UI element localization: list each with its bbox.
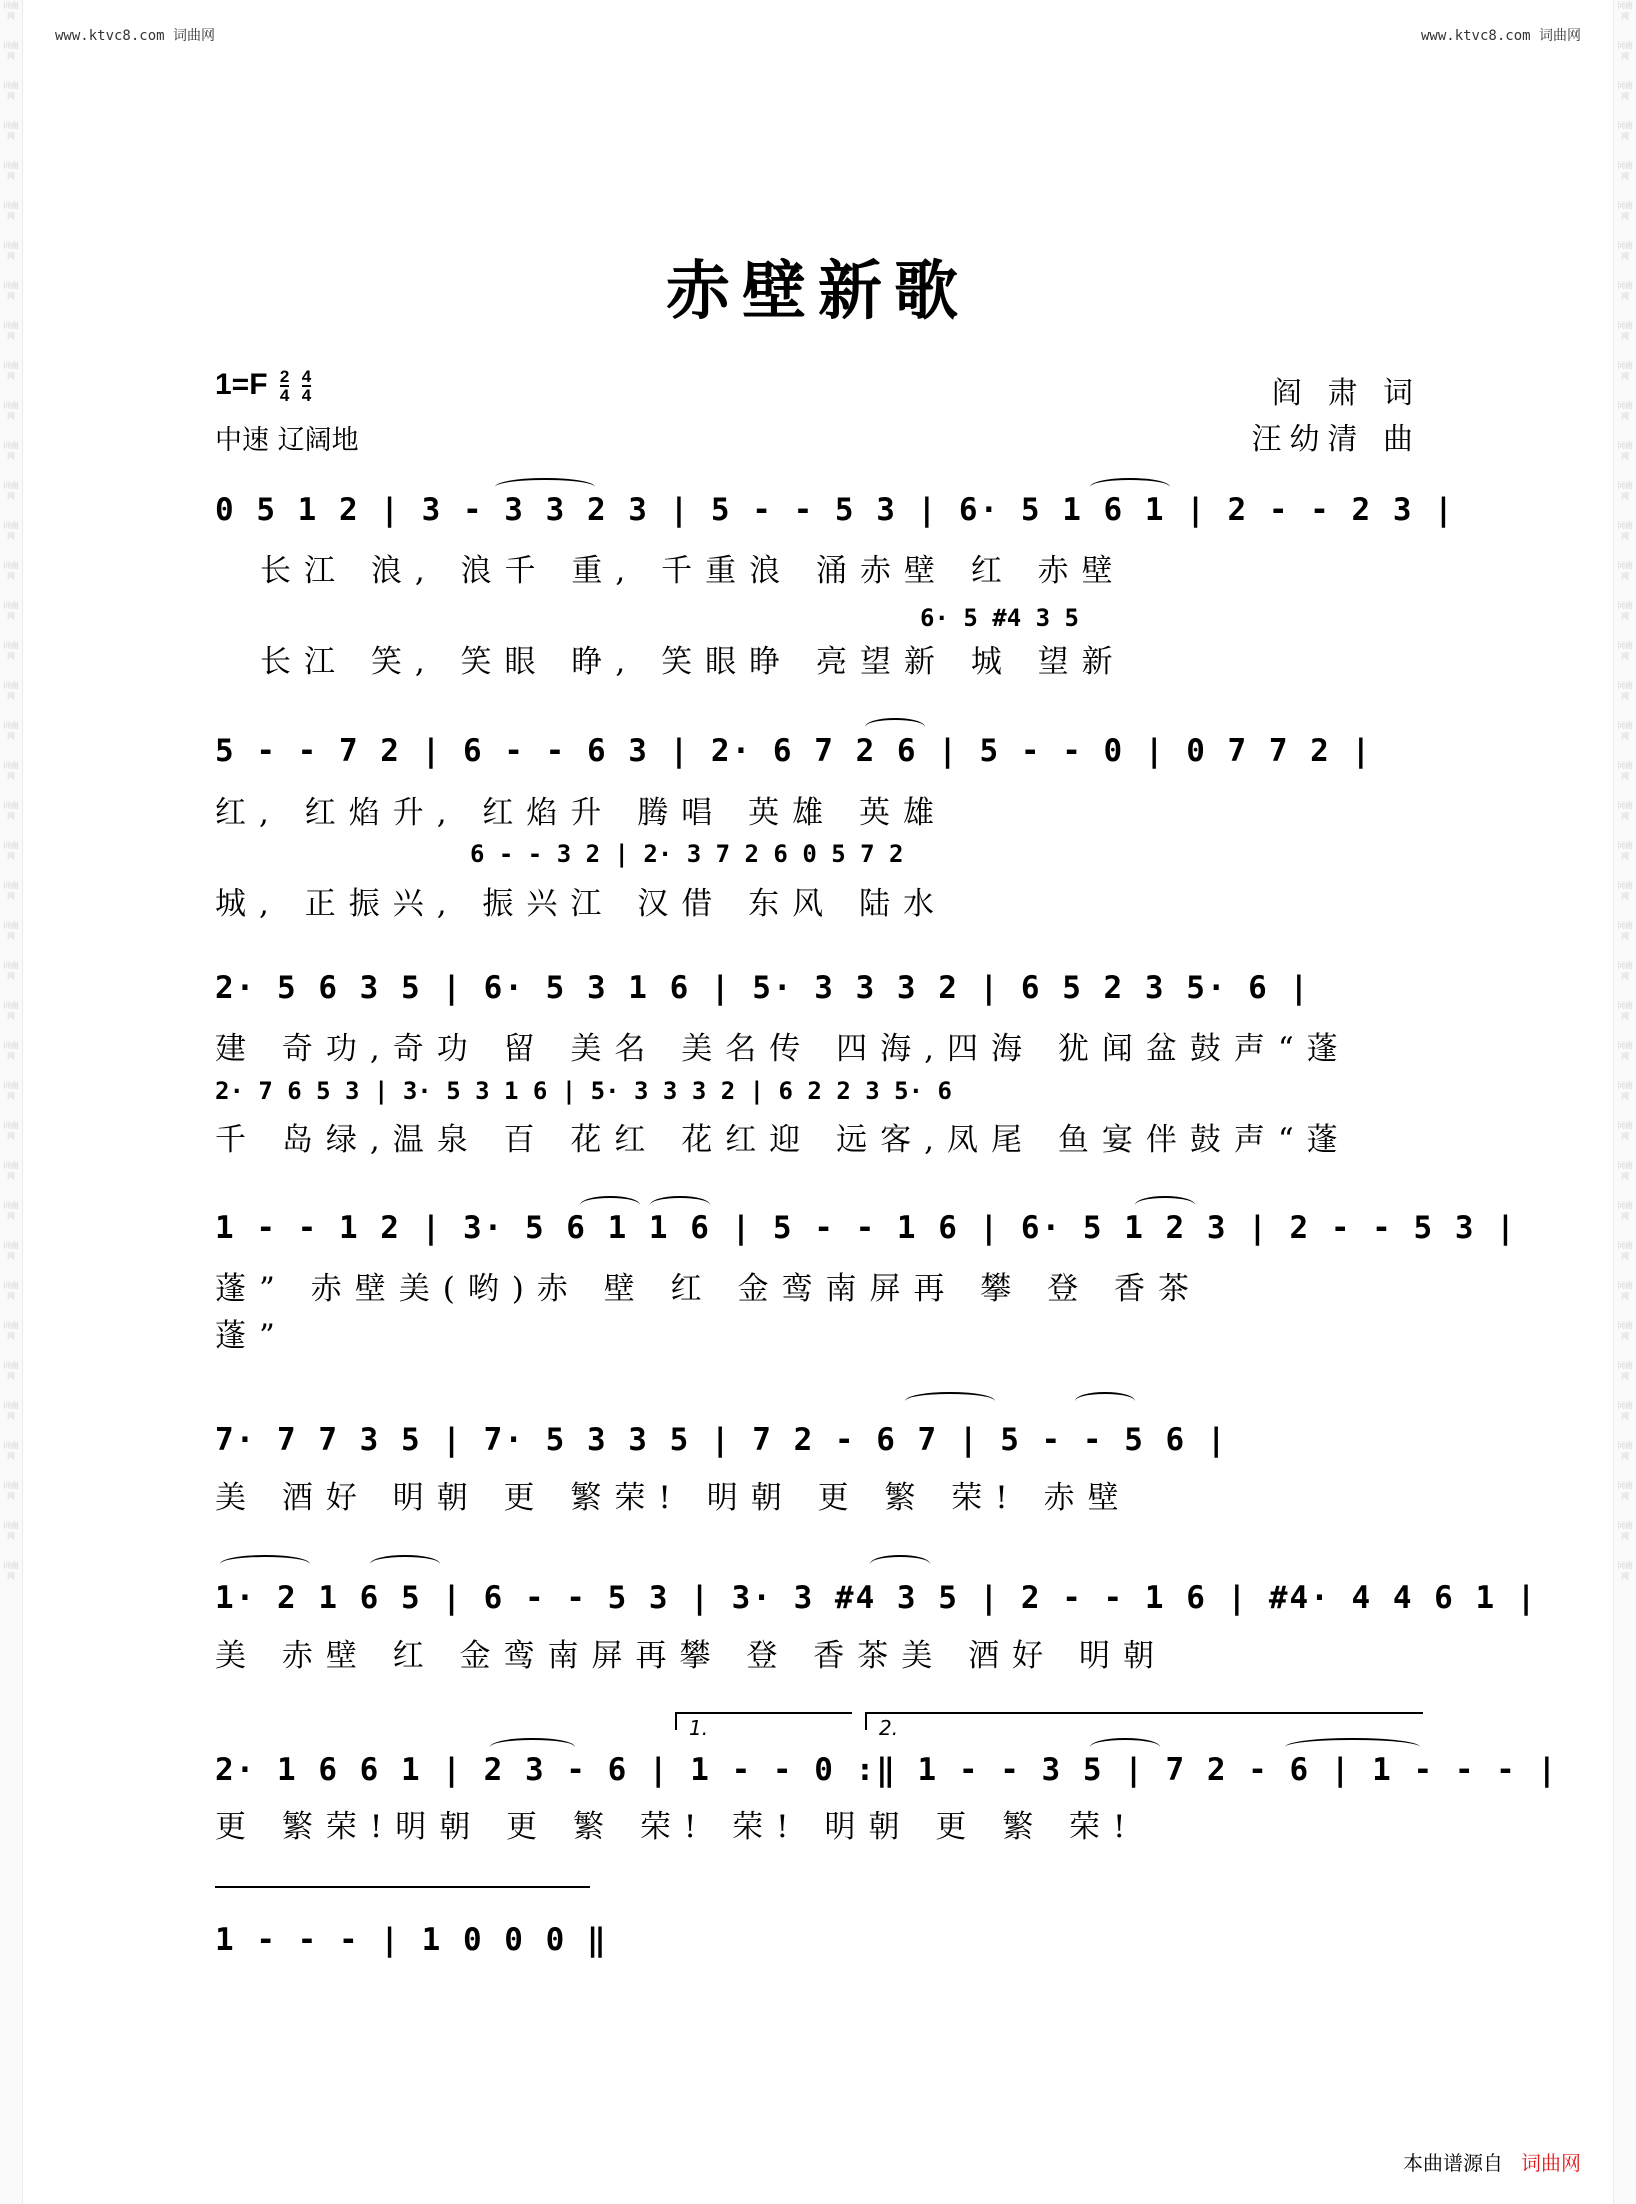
score-line-1-lyrics-v2: 长江 笑, 笑眼 睁, 笑眼睁 亮望新 城 望新 [260,644,1126,680]
score-line-5-notes: 7· 7 7 3 5 | 7· 5 3 3 5 | 7 2 - 6 7 | 5 - - 5 6 | [215,1422,1228,1458]
score-line-2-lyrics-v2: 城, 正振兴, 振兴江 汉借 东风 陆水 [215,886,947,922]
site-url-left[interactable]: www.ktvc8.com 词曲网 [55,28,216,44]
score-line-6-lyrics: 美 赤壁 红 金鸾南屏再攀 登 香茶美 酒好 明朝 [215,1638,1167,1674]
score-line-3-alt-notes: 2· 7 6 5 3 | 3· 5 3 1 6 | 5· 3 3 3 2 | 6 2 2 3 5· 6 [215,1077,952,1105]
score-line-3-notes: 2· 5 6 3 5 | 6· 5 3 1 6 | 5· 3 3 3 2 | 6 5 2 3 5· 6 | [215,970,1311,1006]
song-title: 赤壁新歌 [666,254,970,329]
score-line-2-lyrics-v1: 红, 红焰升, 红焰升 腾唱 英雄 英雄 [215,795,947,831]
score-line-1-notes: 0 5 1 2 | 3 - 3 3 2 3 | 5 - - 5 3 | 6· 5 1 6 1 | 2 - - 2 3 | [215,492,1455,528]
score-line-7-lyrics: 更 繁荣!明朝 更 繁 荣! 荣! 明朝 更 繁 荣! [215,1809,1139,1845]
score-line-4-lyrics-v2: 蓬” [215,1318,288,1354]
lyricist-credit: 阎 肃 词 [1271,376,1421,411]
key-label: 1=F [215,368,268,401]
left-watermark-strip: 词曲网 词曲网 词曲网 词曲网 词曲网 词曲网 词曲网 词曲网 词曲网 词曲网 词曲网 词曲网 词曲网 词曲网 词曲网 词曲网 词曲网 词曲网 词曲网 词曲网 词曲网 词曲网 词曲网 词曲网 词曲网 词曲网 词曲网 词曲网 词曲网 词曲网 词曲网 词曲网 词曲网 词曲网 词曲网 词曲网 词曲网 词曲网 词曲网 词曲网 [0,0,23,2204]
slur [1075,1392,1135,1410]
score-line-1-lyrics-v1: 长江 浪, 浪千 重, 千重浪 涌赤壁 红 赤壁 [260,553,1126,589]
tie-line [215,1886,590,1896]
key-signature [215,368,311,404]
slur [370,1555,440,1573]
score-line-6-notes: 1· 2 1 6 5 | 6 - - 5 3 | 3· 3 #4 3 5 | 2 - - 1 6 | #4· 4 4 6 1 | [215,1580,1538,1616]
score-line-2-notes: 5 - - 7 2 | 6 - - 6 3 | 2· 6 7 2 6 | 5 - - 0 | 0 7 7 2 | [215,733,1373,769]
score-line-3-lyrics-v2: 千 岛绿,温泉 百 花红 花红迎 远客,凤尾 鱼宴伴鼓声“蓬 [215,1122,1351,1158]
score-line-4-notes: 1 - - 1 2 | 3· 5 6 1 1 6 | 5 - - 1 6 | 6· 5 1 2 3 | 2 - - 5 3 | [215,1210,1517,1246]
source-label: 本曲谱源自 [1403,2151,1503,2175]
site-url-right[interactable]: www.ktvc8.com 词曲网 [1420,28,1581,44]
volta-1-bracket: 1. [675,1712,852,1730]
score-line-5-lyrics: 美 酒好 明朝 更 繁荣! 明朝 更 繁 荣! 赤壁 [215,1480,1132,1516]
slur [905,1392,995,1410]
composer-credit: 汪幼清 曲 [1251,422,1421,457]
score-line-3-lyrics-v1: 建 奇功,奇功 留 美名 美名传 四海,四海 犹闻盆鼓声“蓬 [215,1031,1351,1067]
score-line-1-alt-notes: 6· 5 #4 3 5 [920,604,1079,632]
meter-2-4: $\frac{2}{4}$ [279,367,290,406]
volta-2-bracket: 2. [865,1712,1423,1730]
slur [870,1555,930,1573]
score-line-7-notes: 2· 1 6 6 1 | 2 3 - 6 | 1 - - 0 :‖ 1 - - 3 5 | 7 2 - 6 | 1 - - - | [215,1752,1559,1788]
score-line-8-notes: 1 - - - | 1 0 0 0 ‖ [215,1922,608,1958]
source-brand-link[interactable]: 词曲网 [1521,2151,1581,2175]
score-line-2-alt-notes: 6 - - 3 2 | 2· 3 7 2 6 0 5 7 2 [470,840,904,868]
tempo-marking: 中速 辽阔地 [215,425,359,456]
meter-4-4: $\frac{4}{4}$ [301,367,312,406]
slur [220,1555,310,1573]
source-credit [1403,2147,1581,2176]
score-line-4-lyrics-v1: 蓬” 赤壁美(哟)赤 壁 红 金鸾南屏再 攀 登 香茶 [215,1271,1203,1307]
right-watermark-strip: 词曲网 词曲网 词曲网 词曲网 词曲网 词曲网 词曲网 词曲网 词曲网 词曲网 词曲网 词曲网 词曲网 词曲网 词曲网 词曲网 词曲网 词曲网 词曲网 词曲网 词曲网 词曲网 词曲网 词曲网 词曲网 词曲网 词曲网 词曲网 词曲网 词曲网 词曲网 词曲网 词曲网 词曲网 词曲网 词曲网 词曲网 词曲网 词曲网 词曲网 [1613,0,1636,2204]
